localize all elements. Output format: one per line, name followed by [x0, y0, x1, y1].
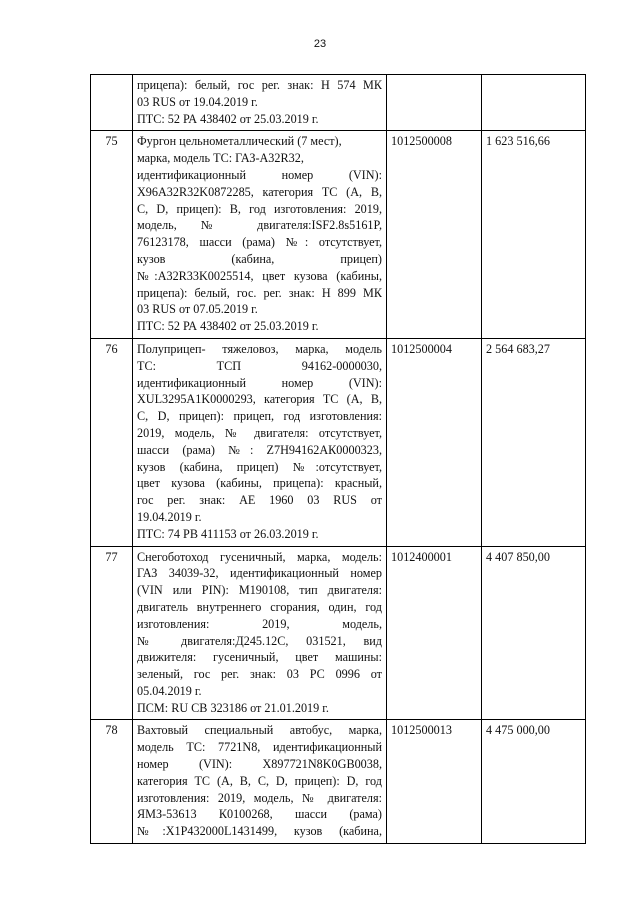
book-value: 2 564 683,27 — [482, 338, 586, 546]
description-line: Фургон цельнометаллический (7 мест), — [137, 134, 342, 149]
description-line: изготовления: 2019, модель, № двигателя: — [137, 790, 382, 805]
description-line: кузов (кабина, прицеп) №:отсутствует, — [137, 459, 382, 474]
table-row — [91, 75, 586, 131]
book-value — [482, 75, 586, 131]
description-line: Снегоботоход гусеничный, марка, модель: — [137, 549, 382, 564]
description-line: категория ТС (А, В, С, D, прицеп): D, год — [137, 773, 382, 788]
table-row — [91, 546, 586, 720]
description-line: гос рег. знак: АЕ 1960 03 RUS от — [137, 493, 382, 508]
description-line: (VIN или PIN): М190108, тип двигателя: — [137, 583, 382, 598]
table-body — [91, 75, 586, 844]
inventory-number: 1012400001 — [387, 546, 482, 720]
row-number — [91, 75, 133, 131]
row-number: 78 — [91, 720, 133, 844]
book-value: 4 475 000,00 — [482, 720, 586, 844]
inventory-number: 1012500013 — [387, 720, 482, 844]
description-line: ЯМЗ-53613 К0100268, шасси (рама) — [137, 807, 382, 822]
description-line: модель, № двигателя:ISF2.8s5161P, — [137, 218, 382, 233]
description-line: кузов (кабина, прицеп) — [137, 251, 382, 266]
table-row — [91, 720, 586, 844]
description-line: изготовления: 2019, модель, — [137, 616, 382, 631]
vehicle-description — [133, 546, 387, 720]
description-line: С, D, прицеп): В, год изготовления: 2019, — [137, 201, 382, 216]
inventory-number: 1012500008 — [387, 131, 482, 339]
description-line: С, D, прицеп): прицеп, год изготовления: — [137, 409, 382, 424]
description-line: ПТС: 52 РА 438402 от 25.03.2019 г. — [137, 111, 319, 126]
description-line: ПТС: 74 РВ 411153 от 26.03.2019 г. — [137, 526, 319, 541]
book-value: 1 623 516,66 — [482, 131, 586, 339]
vehicle-description — [133, 75, 387, 131]
row-number: 77 — [91, 546, 133, 720]
description-line: 19.04.2019 г. — [137, 509, 202, 524]
description-line: марка, модель ТС: ГАЗ-А32R32, — [137, 151, 304, 166]
description-line: XUL3295A1K0000293, категория ТС (А, В, — [137, 392, 382, 407]
description-line: ГАЗ 34039-32, идентификационный номер — [137, 566, 382, 581]
description-line: зеленый, гос рег. знак: 03 РС 0996 от — [137, 667, 382, 682]
description-line: идентификационный номер (VIN): — [137, 375, 382, 390]
description-line: прицепа): белый, гос. рег. знак: Н 899 МК — [137, 285, 382, 300]
description-line: №:X1P432000L1431499, кузов (кабина, — [137, 824, 382, 839]
description-line: № двигателя:Д245.12С, 031521, вид — [137, 633, 382, 648]
description-line: модель ТС: 7721N8, идентификационный — [137, 740, 382, 755]
vehicle-description — [133, 720, 387, 844]
description-line: №:А32R33K0025514, цвет кузова (кабины, — [137, 268, 382, 283]
description-line: шасси (рама) №: Z7H94162АК0000323, — [137, 442, 382, 457]
description-line: X96A32R32K0872285, категория ТС (А, В, — [137, 184, 382, 199]
description-line: прицепа): белый, гос рег. знак: Н 574 МК — [137, 78, 382, 92]
book-value: 4 407 850,00 — [482, 546, 586, 720]
description-line: 03 RUS от 19.04.2019 г. — [137, 94, 258, 109]
description-line: 76123178, шасси (рама) №: отсутствует, — [137, 235, 382, 250]
description-line: 03 RUS от 07.05.2019 г. — [137, 302, 258, 317]
inventory-number: 1012500004 — [387, 338, 482, 546]
description-line: цвет кузова (кабины, прицепа): красный, — [137, 476, 382, 491]
description-line: идентификационный номер (VIN): — [137, 167, 382, 182]
description-line: 2019, модель, № двигателя: отсутствует, — [137, 425, 382, 440]
row-number: 75 — [91, 131, 133, 339]
vehicle-description — [133, 338, 387, 546]
description-line: Полуприцеп- тяжеловоз, марка, модель — [137, 341, 382, 356]
vehicle-description — [133, 131, 387, 339]
description-line: движителя: гусеничный, цвет машины: — [137, 650, 382, 665]
description-line: двигатель внутреннего сгорания, один, год — [137, 599, 382, 614]
description-line: ТС: ТСП 94162-0000030, — [137, 358, 382, 373]
page-number: 23 — [313, 38, 327, 50]
vehicle-register-table — [90, 74, 586, 844]
inventory-number — [387, 75, 482, 131]
description-line: ПТС: 52 РА 438402 от 25.03.2019 г. — [137, 319, 319, 334]
description-line: Вахтовый специальный автобус, марка, — [137, 723, 382, 738]
row-number: 76 — [91, 338, 133, 546]
description-line: номер (VIN): X897721N8K0GB0038, — [137, 757, 382, 772]
description-line: ПСМ: RU СВ 323186 от 21.01.2019 г. — [137, 700, 329, 715]
table-row — [91, 338, 586, 546]
table-row — [91, 131, 586, 339]
description-line: 05.04.2019 г. — [137, 683, 202, 698]
